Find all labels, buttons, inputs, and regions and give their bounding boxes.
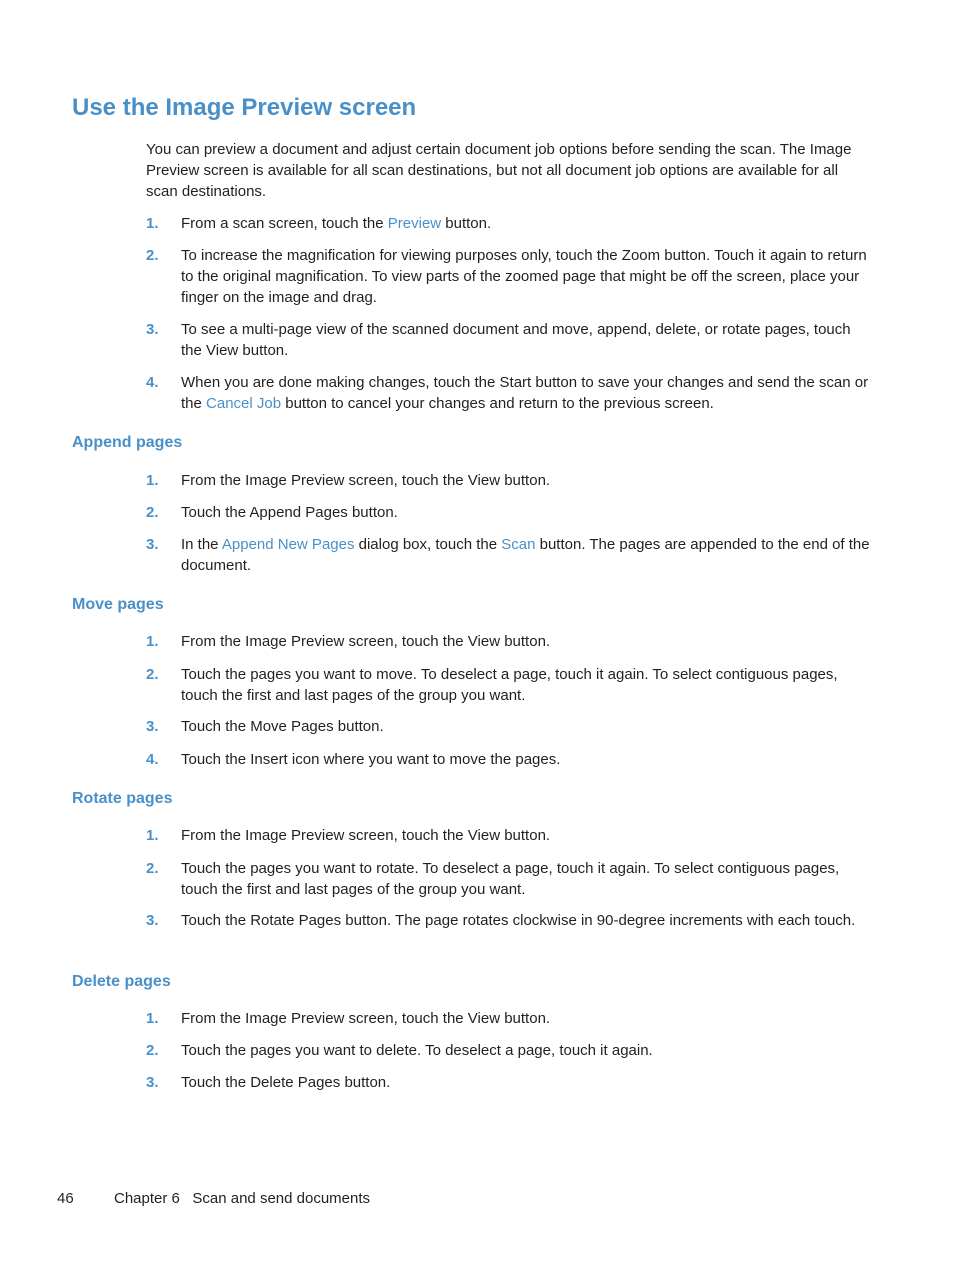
step-text: Touch the pages you want to rotate. To deselect a page, touch it again. To select contiguous pages, touch the first and last pages of the group you want. — [181, 860, 840, 898]
step-text: Touch the Insert icon where you want to move the pages. — [181, 751, 561, 768]
step-text: Touch the pages you want to move. To deselect a page, touch it again. To select contiguous pages, touch the first and last pages of the group you want. — [181, 666, 838, 704]
step-text: Touch the Rotate Pages button. The page rotates clockwise in 90-degree increments with each touch. — [181, 912, 856, 929]
list-item — [146, 1040, 871, 1061]
page-title: Use the Image Preview screen — [72, 94, 417, 121]
list-item — [146, 245, 871, 308]
step-number: 3. — [146, 536, 159, 553]
list-item — [146, 664, 871, 706]
step-text: To see a multi-page view of the scanned document and move, append, delete, or rotate pages, touch the View button. — [181, 321, 851, 359]
step-text: From the Image Preview screen, touch the View button. — [181, 633, 551, 650]
step-text: Touch the pages you want to delete. To deselect a page, touch it again. — [181, 1042, 653, 1059]
step-text: When you are done making changes, touch the Start button to save your changes and send the scan or the Cancel Job button to cancel your changes and return to the previous screen. — [181, 374, 869, 412]
step-number: 3. — [146, 912, 159, 929]
section-heading-append-pages: Append pages — [72, 434, 183, 451]
step-text: In the Append New Pages dialog box, touch the Scan button. The pages are appended to the end of the document. — [181, 536, 870, 574]
step-text: From a scan screen, touch the Preview button. — [181, 215, 492, 232]
list-item — [146, 213, 871, 234]
step-text: Touch the Append Pages button. — [181, 504, 398, 521]
step-number: 4. — [146, 751, 159, 768]
list-item — [146, 631, 871, 652]
step-number: 3. — [146, 321, 159, 338]
list-item — [146, 749, 871, 770]
list-item — [146, 372, 871, 414]
chapter-label: Chapter 6 — [114, 1190, 180, 1207]
scan-link[interactable]: Scan — [501, 536, 536, 553]
step-text: Touch the Delete Pages button. — [181, 1074, 391, 1091]
list-item — [146, 858, 871, 900]
list-item — [146, 910, 871, 931]
list-item — [146, 470, 871, 491]
step-number: 1. — [146, 827, 159, 844]
section-heading-rotate-pages: Rotate pages — [72, 790, 173, 807]
step-number: 1. — [146, 215, 159, 232]
step-number: 3. — [146, 718, 159, 735]
list-item — [146, 534, 871, 576]
step-number: 1. — [146, 633, 159, 650]
intro-paragraph: You can preview a document and adjust certain document job options before sending the scan. The Image Preview screen is available for all scan destinations, but not all document job options are available for all scan destinations. — [146, 141, 852, 200]
step-number: 4. — [146, 374, 159, 391]
page-number: 46 — [57, 1190, 74, 1207]
list-item — [146, 1072, 871, 1093]
cancel-job-link[interactable]: Cancel Job — [206, 395, 282, 412]
step-number: 1. — [146, 1010, 159, 1027]
step-number: 1. — [146, 472, 159, 489]
list-item — [146, 716, 871, 737]
section-heading-move-pages: Move pages — [72, 596, 164, 613]
step-number: 2. — [146, 1042, 159, 1059]
step-text: To increase the magnification for viewing purposes only, touch the Zoom button. Touch it again to return to the original magnification. To view parts of the zoomed page that might be off the screen, place your finger on the image and drag. — [181, 247, 867, 306]
step-text: From the Image Preview screen, touch the View button. — [181, 827, 551, 844]
chapter-title: Scan and send documents — [192, 1190, 371, 1207]
section-heading-delete-pages: Delete pages — [72, 973, 171, 990]
list-item — [146, 1008, 871, 1029]
step-text: From the Image Preview screen, touch the View button. — [181, 1010, 551, 1027]
list-item — [146, 319, 871, 361]
step-number: 2. — [146, 247, 159, 264]
list-item — [146, 825, 871, 846]
step-number: 2. — [146, 666, 159, 683]
step-text: Touch the Move Pages button. — [181, 718, 384, 735]
page-footer — [57, 1188, 370, 1209]
append-new-pages-link[interactable]: Append New Pages — [221, 536, 355, 553]
step-number: 2. — [146, 504, 159, 521]
step-text: From the Image Preview screen, touch the View button. — [181, 472, 551, 489]
list-item — [146, 502, 871, 523]
step-number: 2. — [146, 860, 159, 877]
preview-link[interactable]: Preview — [387, 215, 442, 232]
step-number: 3. — [146, 1074, 159, 1091]
